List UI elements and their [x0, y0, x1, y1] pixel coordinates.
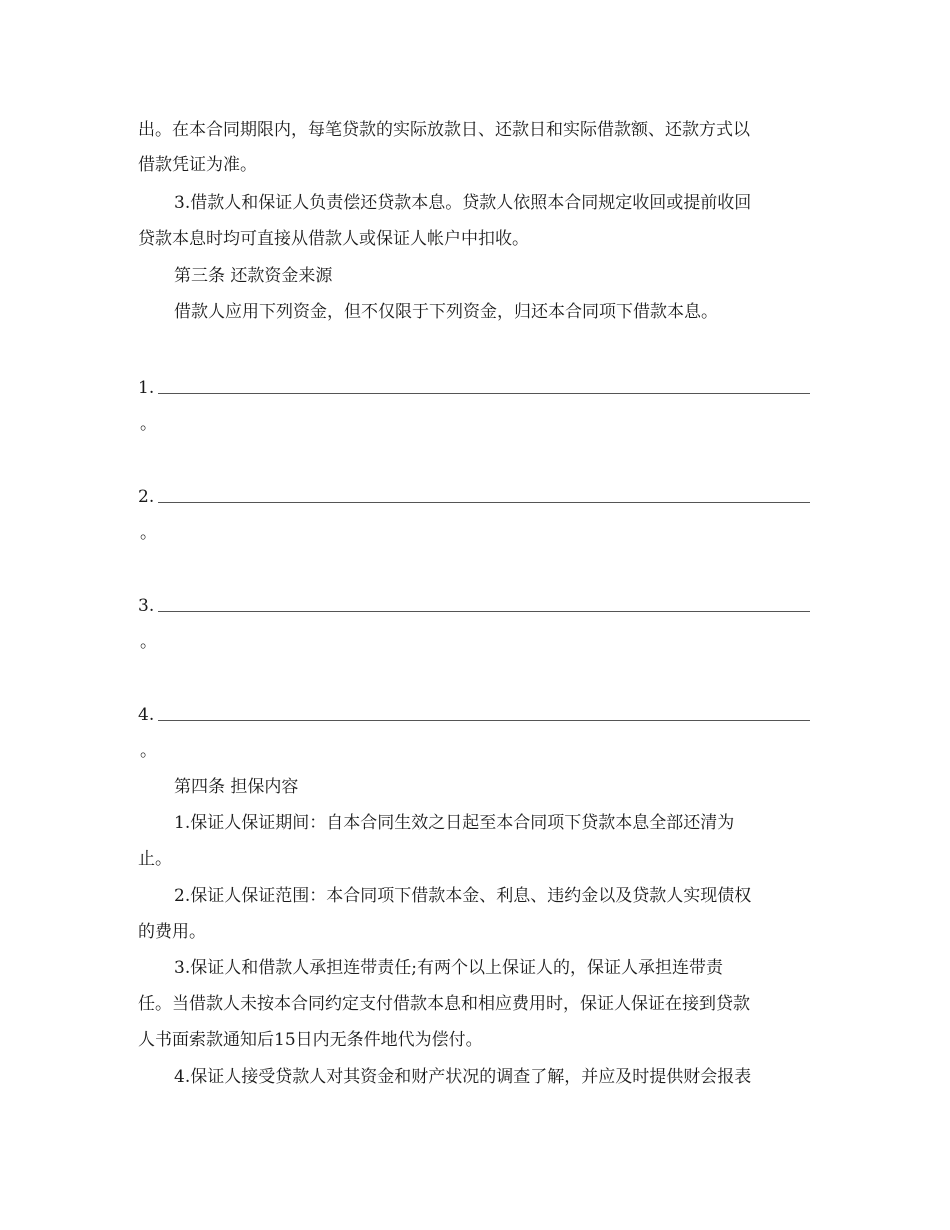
fill-in-blank-row [138, 487, 810, 507]
fill-in-line [158, 611, 810, 612]
blank-number: 1. [138, 378, 155, 398]
paragraph-line: 人书面索款通知后15日内无条件地代为偿付。 [138, 1030, 483, 1050]
paragraph-line: 贷款本息时均可直接从借款人或保证人帐户中扣收。 [138, 229, 529, 249]
paragraph-line: 4.保证人接受贷款人对其资金和财产状况的调查了解，并应及时提供财会报表 [174, 1067, 752, 1087]
fill-in-blank-row [138, 378, 810, 398]
blank-period: 。 [140, 414, 157, 434]
fill-in-blank-row [138, 705, 810, 725]
paragraph-line: 的费用。 [138, 922, 206, 942]
fill-in-line [158, 720, 810, 721]
paragraph-line: 3.借款人和保证人负责偿还贷款本息。贷款人依照本合同规定收回或提前收回 [174, 193, 752, 213]
fill-in-blank-row [138, 596, 810, 616]
paragraph-line: 出。在本合同期限内，每笔贷款的实际放款日、还款日和实际借款额、还款方式以 [138, 120, 750, 140]
paragraph-line: 借款凭证为准。 [138, 155, 257, 175]
blank-period: 。 [140, 632, 157, 652]
paragraph-line: 任。当借款人未按本合同约定支付借款本息和相应费用时，保证人保证在接到贷款 [138, 994, 750, 1014]
blank-period: 。 [140, 741, 157, 761]
section-heading: 第四条 担保内容 [174, 777, 299, 797]
blank-number: 3. [138, 596, 155, 616]
paragraph-line: 3.保证人和借款人承担连带责任;有两个以上保证人的，保证人承担连带责 [174, 958, 723, 978]
paragraph-line: 1.保证人保证期间：自本合同生效之日起至本合同项下贷款本息全部还清为 [174, 813, 735, 833]
paragraph-line: 2.保证人保证范围：本合同项下借款本金、利息、违约金以及贷款人实现债权 [174, 886, 752, 906]
blank-period: 。 [140, 523, 157, 543]
section-heading: 第三条 还款资金来源 [174, 266, 333, 286]
paragraph-line: 借款人应用下列资金，但不仅限于下列资金，归还本合同项下借款本息。 [174, 302, 718, 322]
fill-in-line [158, 393, 810, 394]
blank-number: 4. [138, 705, 155, 725]
fill-in-line [158, 502, 810, 503]
blank-number: 2. [138, 487, 155, 507]
paragraph-line: 止。 [138, 849, 172, 869]
